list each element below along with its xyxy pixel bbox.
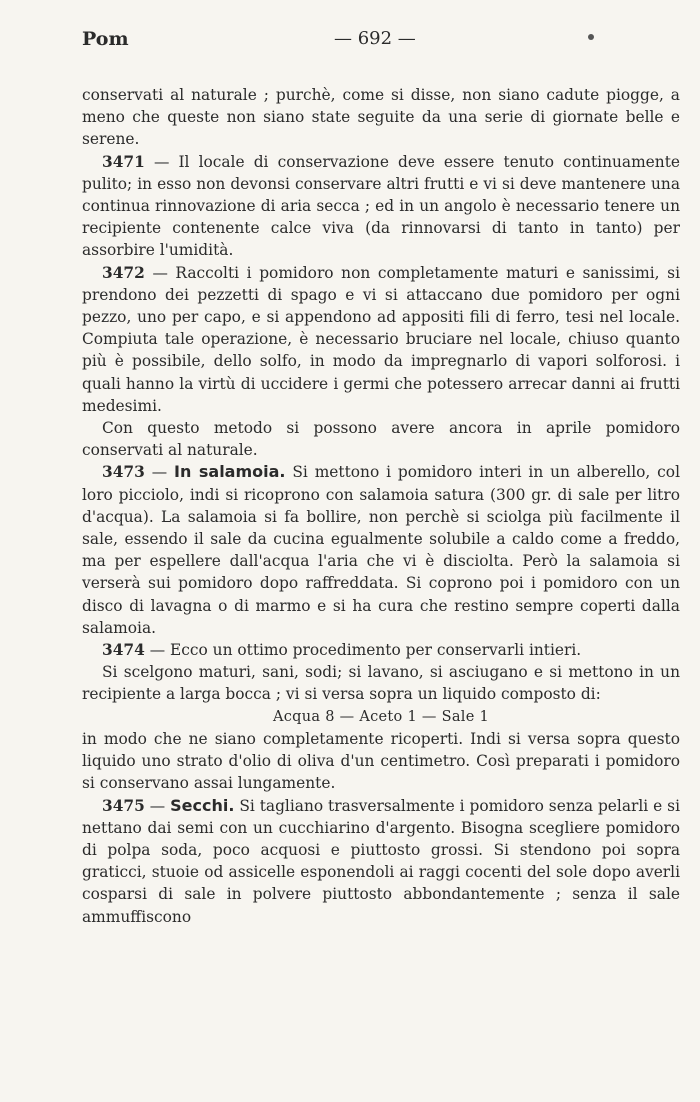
paragraph: Con questo metodo si possono avere ancora in aprile pomidoro conservati al naturale.: [82, 419, 680, 460]
entry-number: 3474: [102, 641, 145, 660]
entry-title: In salamoia.: [173, 462, 286, 482]
paragraph: Si scelgono maturi, sani, sodi; si lavano, si asciugano e si mettono in un recipiente a larga bocca ; vi si versa sopra un liquido composto di:: [82, 663, 680, 704]
entry-number: 3471: [102, 152, 145, 171]
page-header: [82, 28, 682, 58]
paragraph: in modo che ne siano completamente ricoperti. Indi si versa sopra questo liquido uno strato d'olio di oliva d'un centimetro. Così preparati i pomidoro si conservano assai lungamente.: [82, 729, 680, 793]
entry-title: Secchi.: [170, 795, 235, 815]
paragraph-3473: 3473 — In salamoia. Si mettono i pomidoro interi in un alberello, col loro picciolo, indi si ricoprono con salamoia satura (300 gr. di sale per litro d'acqua). La salamoia si fa bollire, non perchè si sciolga più facilmente il sale, essendo il sale da cucina egualmente solubile a caldo come a freddo, ma per espellere dall'acqua l'aria che vi è disciolta. Però la salamoia si verserà sui pomidoro dopo raffreddata. Si coprono poi i pomidoro con un disco di lavagna o di marmo e si ha cura che restino sempre coperti dalla salamoia.: [82, 462, 680, 637]
paragraph-3471: 3471 — Il locale di conservazione deve essere tenuto continuamente pulito; in esso non devonsi conservare altri frutti e vi si deve mantenere una continua rinnovazione di aria secca ; ed in un angolo è necessario tenere un recipiente contenente calce viva (da rinnovarsi di tanto in tanto) per assorbire l'umidità.: [82, 152, 680, 260]
paragraph-3472: 3472 — Raccolti i pomidoro non completamente maturi e sanissimi, si prendono dei pezzetti di spago e vi si attaccano due pomidoro per ogni pezzo, uno per capo, e si appendono ad appositi fili di ferro, tesi nel locale. Compiuta tale operazione, è necessario bruciare nel locale, chiuso quanto più è possibile, dello solfo, in modo da impregnarlo di vapori solforosi. i quali hanno la virtù di uccidere i germi che potessero arrecar danni ai frutti medesimi.: [82, 263, 680, 415]
entry-number: 3472: [102, 263, 145, 282]
paragraph-3474: 3474 — Ecco un ottimo procedimento per conservarli intieri.: [102, 641, 582, 660]
entry-number: 3475: [102, 796, 145, 815]
paragraph: conservati al naturale ; purchè, come si disse, non siano cadute piogge, a meno che queste non siano state seguite da una serie di giornate belle e serene.: [82, 86, 680, 149]
paragraph-3475: 3475 — Secchi. Si tagliano trasversalmente i pomidoro senza pelarli e si nettano dai semi con un cucchiarino d'argento. Bisogna scegliere pomidoro di polpa soda, poco acquosi e piuttosto grossi. Si stendono poi sopra graticci, stuoie od assicelle esponendoli ai raggi cocenti del sole dopo averli cosparsi di sale in polvere piuttosto abbondantemente ; senza il sale ammuffiscono: [82, 795, 680, 926]
recipe-formula: Acqua 8 — Aceto 1 — Sale 1: [272, 708, 490, 725]
ink-speck: [588, 34, 594, 40]
entry-number: 3473: [102, 463, 145, 482]
page-number: — 692 —: [334, 28, 416, 49]
page-body: [82, 84, 680, 928]
running-head: Pom: [82, 28, 129, 50]
